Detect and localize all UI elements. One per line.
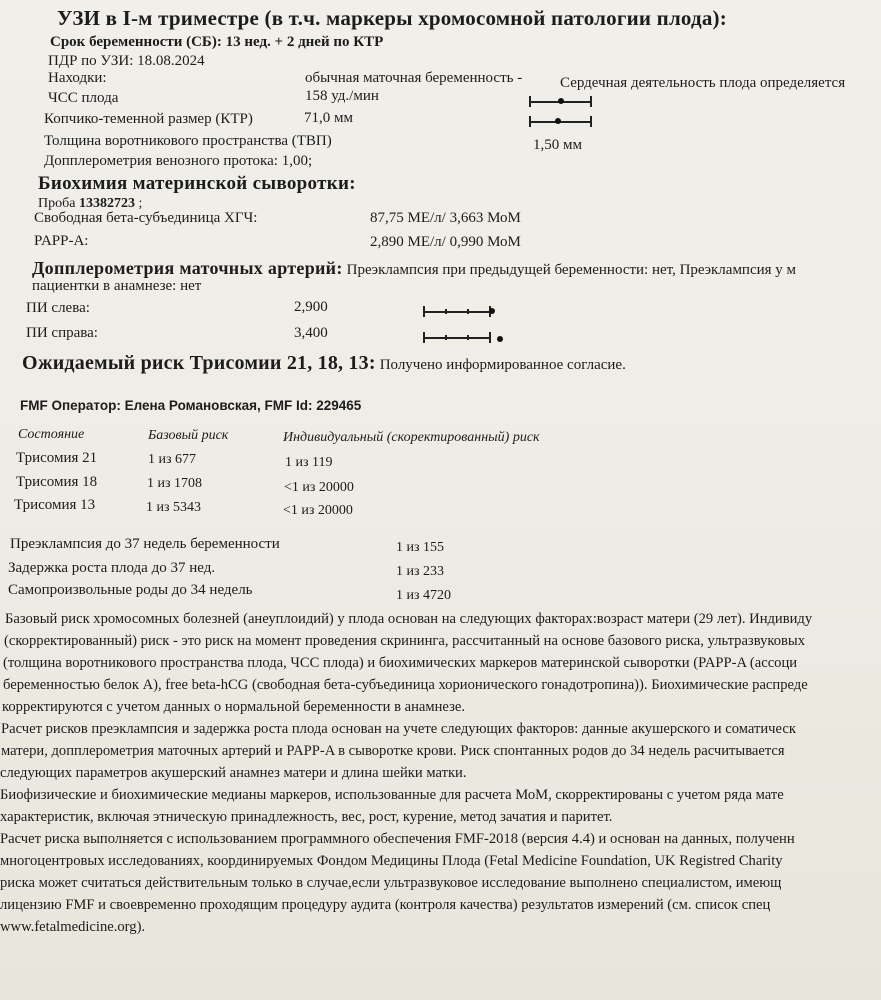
pi-left-scale <box>423 306 498 318</box>
doppler-title: Допплерометрия маточных артерий: <box>32 258 343 278</box>
note-line: матери, допплерометрия маточных артерий и PAPP-A в сыворотке крови. Риск спонтанных родов до 34 недель расчитывается <box>1 743 785 759</box>
doppler-text-2: пациентки в анамнезе: нет <box>32 278 202 294</box>
note-line: (скорректированный) риск - это риск на момент проведения скрининга, рассчитанный на основе базового риска, ультразвуковых <box>4 633 806 649</box>
col-condition: Состояние <box>18 427 85 442</box>
risk-row-t18-condition: Трисомия 18 <box>16 474 98 490</box>
nt-value: 1,50 мм <box>533 137 582 153</box>
other-risk-preterm-value: 1 из 4720 <box>396 588 452 603</box>
doppler-text-1: Преэклампсия при предыдущей беременности: нет, Преэклампсия у м <box>346 262 797 278</box>
risk-title: Ожидаемый риск Трисомии 21, 18, 13: <box>22 352 376 374</box>
pi-right-scale-marker <box>497 336 503 342</box>
risk-row-t18-base: 1 из 1708 <box>147 476 203 491</box>
crl-label: Копчико-теменной размер (КТР) <box>44 111 253 127</box>
edd-date: ПДР по УЗИ: 18.08.2024 <box>48 53 205 69</box>
other-risk-preeclampsia-value: 1 из 155 <box>396 540 445 555</box>
fhr-scale-marker <box>558 98 564 104</box>
sample-label: Проба <box>38 196 76 211</box>
consent-text: Получено информированное согласие. <box>379 357 626 373</box>
heart-activity: Сердечная деятельность плода определяется <box>560 75 846 91</box>
sample-id: 13382723 <box>78 196 135 211</box>
fhr-scale-tick-left <box>529 96 531 107</box>
risk-row-t13-condition: Трисомия 13 <box>14 497 96 513</box>
col-base-risk: Базовый риск <box>148 428 229 443</box>
title-main: УЗИ в I-м триместре <box>57 6 260 30</box>
risk-row-t21-condition: Трисомия 21 <box>16 450 98 466</box>
other-risk-preterm-label: Самопроизвольные роды до 34 недель <box>8 582 253 598</box>
pi-right-scale-tick-4 <box>489 332 491 343</box>
fhr-scale-tick-right <box>590 96 592 107</box>
crl-scale-tick-left <box>529 116 531 127</box>
document-title <box>57 6 727 31</box>
pi-left-scale-line <box>423 311 490 313</box>
note-line: риска может считаться действительным только в случае,если ультразвуковое исследование выполнено специалистом, имеющ <box>0 875 782 891</box>
crl-scale <box>529 116 593 128</box>
note-line: Биофизические и биохимические медианы маркеров, использованные для расчета МоМ, скорректированы с учетом ряда мате <box>0 787 784 803</box>
risk-line <box>22 352 626 375</box>
pi-left-value: 2,900 <box>294 299 328 315</box>
pi-right-scale <box>423 332 505 344</box>
note-line: Расчет риска выполняется с использованием программного обеспечения FMF-2018 (версия 4.4) и основан на данных, полученн <box>0 831 795 847</box>
fhr-value: 158 уд./мин <box>305 88 379 104</box>
pi-left-scale-tick-3 <box>467 309 469 314</box>
pi-left-scale-marker <box>489 308 495 314</box>
col-individual-risk: Индивидуальный (скоректированный) риск <box>283 430 540 445</box>
papp-label: PAPP-A: <box>34 233 89 249</box>
note-line: www.fetalmedicine.org). <box>0 919 146 935</box>
gestation-age: Срок беременности (СБ): 13 нед. + 2 дней по КТР <box>50 34 384 50</box>
findings-label: Находки: <box>48 70 107 86</box>
note-line: лицензию FMF и своевременно проходящим процедуру аудита (контроля качества) результатов измерений (см. список спец <box>0 897 771 913</box>
crl-scale-tick-right <box>590 116 592 127</box>
fhr-label: ЧСС плода <box>48 90 119 106</box>
pi-right-scale-tick-1 <box>423 332 425 343</box>
note-line: многоцентровых исследованиях, координируемых Фондом Медицины Плода (Fetal Medicine Foundation, UK Registred Charity <box>0 853 783 869</box>
note-line: корректируются с учетом данных о нормальной беременности в анамнезе. <box>2 699 465 715</box>
note-line: характеристик, включая этническую принадлежность, вес, рост, курение, метод зачатия и паритет. <box>0 809 613 825</box>
risk-row-t18-individual: <1 из 20000 <box>284 480 354 495</box>
fmf-operator: FMF Оператор: Елена Романовская, FMF Id: 229465 <box>20 398 362 413</box>
risk-row-t13-individual: <1 из 20000 <box>283 503 353 518</box>
other-risk-preeclampsia-label: Преэклампсия до 37 недель беременности <box>10 536 280 552</box>
note-line: беременностью белок А), free beta-hCG (свободная бета-субъединица хорионического гонадотропина)). Биохимические распреде <box>3 677 808 693</box>
sample-suffix: ; <box>138 196 143 211</box>
biochem-title: Биохимия материнской сыворотки: <box>38 173 356 194</box>
pi-right-scale-line <box>423 337 490 339</box>
pi-left-scale-tick-2 <box>445 309 447 314</box>
nt-label: Толщина воротникового пространства (ТВП) <box>44 133 332 149</box>
papp-value: 2,890 МЕ/л/ 0,990 МоМ <box>370 234 521 250</box>
pi-left-scale-tick-1 <box>423 306 425 317</box>
note-line: Расчет рисков преэклампсия и задержка роста плода основан на учете следующих факторов: данные акушерского и соматическ <box>1 721 796 737</box>
doppler-line <box>32 258 796 279</box>
pi-right-scale-tick-3 <box>467 335 469 340</box>
fhr-scale <box>529 96 593 108</box>
ductus-doppler: Допплерометрия венозного протока: 1,00; <box>44 153 313 169</box>
hcg-label: Свободная бета-субъединица ХГЧ: <box>34 210 258 226</box>
crl-value: 71,0 мм <box>304 110 353 126</box>
risk-row-t21-base: 1 из 677 <box>148 452 197 467</box>
other-risk-fgr-value: 1 из 233 <box>396 564 445 579</box>
risk-row-t13-base: 1 из 5343 <box>146 500 202 515</box>
crl-scale-marker <box>555 118 561 124</box>
note-line: следующих параметров акушерский анамнез матери и длина шейки матки. <box>0 765 467 781</box>
other-risk-fgr-label: Задержка роста плода до 37 нед. <box>8 560 216 576</box>
pi-left-label: ПИ слева: <box>26 300 90 316</box>
note-line: (толщина воротникового пространства плода, ЧСС плода) и биохимических маркеров материнской сыворотки (PAPP-A (ассоци <box>3 655 798 671</box>
pi-right-value: 3,400 <box>294 325 328 341</box>
hcg-value: 87,75 МЕ/л/ 3,663 МоМ <box>370 210 521 226</box>
findings-value: обычная маточная беременность - <box>305 70 523 86</box>
pi-right-label: ПИ справа: <box>26 325 98 341</box>
pi-right-scale-tick-2 <box>445 335 447 340</box>
note-line: Базовый риск хромосомных болезней (анеуплоидий) у плода основан на следующих факторах:возраст матери (29 лет). Индивиду <box>5 611 813 627</box>
title-note: (в т.ч. маркеры хромосомной патологии плода): <box>264 6 727 30</box>
risk-row-t21-individual: 1 из 119 <box>285 455 333 470</box>
